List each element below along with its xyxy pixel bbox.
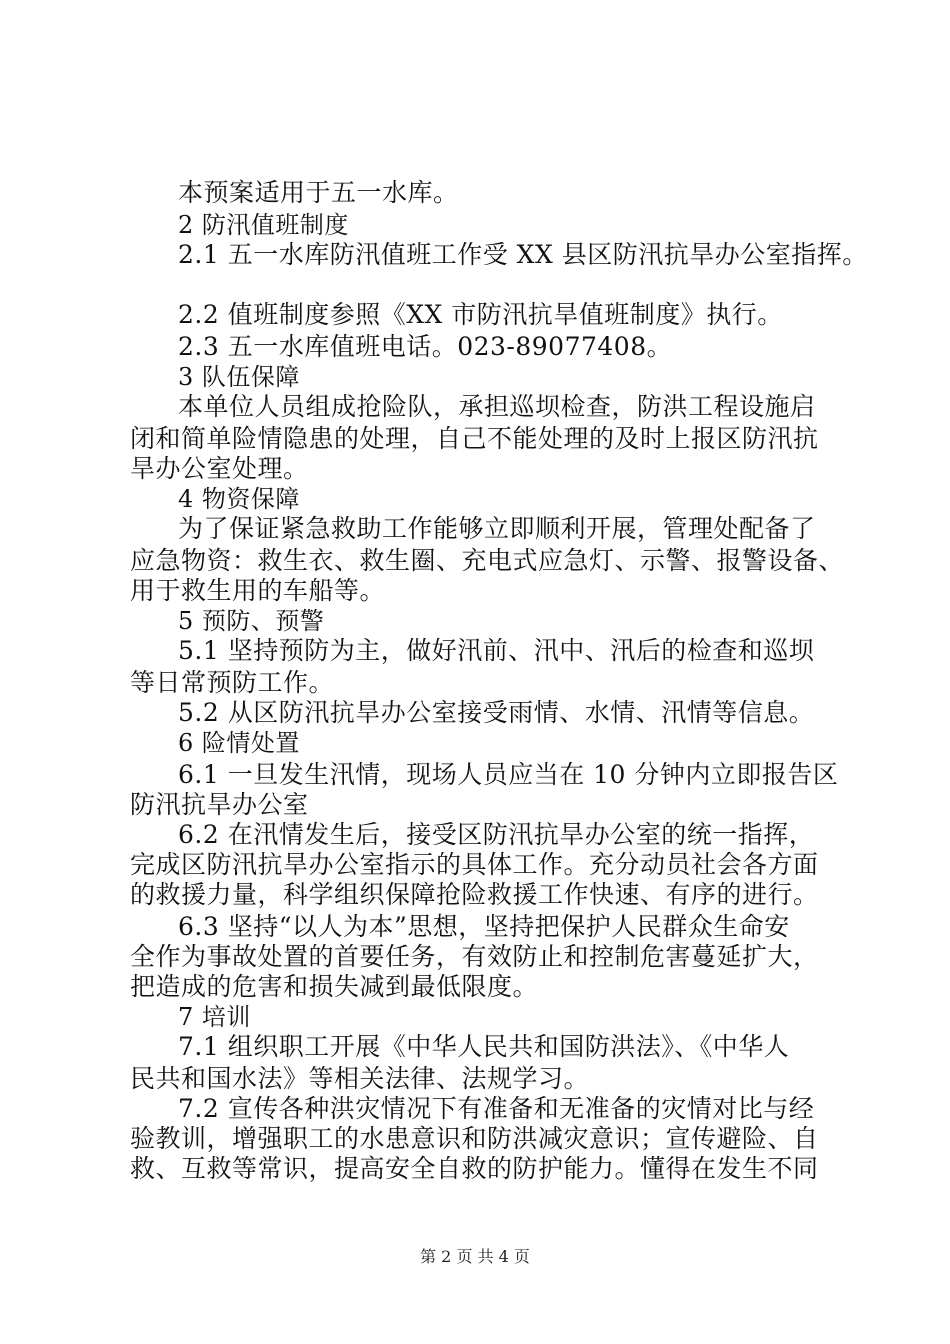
body-line: 救、互救等常识，提高安全自救的防护能力。懂得在发生不同: [130, 1154, 819, 1183]
body-line: 2.1 五一水库防汛值班工作受 XX 县区防汛抗旱办公室指挥。: [178, 240, 868, 269]
body-line: 2.3 五一水库值班电话。023-89077408。: [178, 332, 673, 361]
body-line: 闭和简单险情隐患的处理，自己不能处理的及时上报区防汛抗: [130, 424, 819, 453]
page-number-footer: 第 2 页 共 4 页: [420, 1247, 530, 1266]
body-line: 7.2 宣传各种洪灾情况下有准备和无准备的灾情对比与经: [178, 1094, 815, 1123]
body-line: 完成区防汛抗旱办公室指示的具体工作。充分动员社会各方面: [130, 850, 819, 879]
section-heading: 3 队伍保障: [178, 363, 300, 391]
body-line: 5.1 坚持预防为主，做好汛前、汛中、汛后的检查和巡坝: [178, 636, 815, 665]
body-line: 本单位人员组成抢险队，承担巡坝检查，防洪工程设施启: [178, 392, 816, 421]
body-line: 等日常预防工作。: [130, 668, 335, 697]
section-heading: 5 预防、预警: [178, 607, 325, 635]
body-line: 验教训，增强职工的水患意识和防洪减灾意识；宣传避险、自: [130, 1124, 819, 1153]
body-line: 把造成的危害和损失减到最低限度。: [130, 972, 539, 1001]
body-line: 6.2 在汛情发生后，接受区防汛抗旱办公室的统一指挥，: [178, 820, 815, 849]
body-line: 防汛抗旱办公室: [130, 790, 309, 819]
body-line: 为了保证紧急救助工作能够立即顺利开展，管理处配备了: [178, 514, 816, 543]
section-heading: 4 物资保障: [178, 485, 300, 513]
body-line: 全作为事故处置的首要任务，有效防止和控制危害蔓延扩大，: [130, 942, 819, 971]
section-heading: 7 培训: [178, 1003, 251, 1031]
body-line: 6.1 一旦发生汛情，现场人员应当在 10 分钟内立即报告区: [178, 760, 839, 789]
body-line: 7.1 组织职工开展《中华人民共和国防洪法》、《中华人: [178, 1032, 790, 1061]
body-line: 本预案适用于五一水库。: [178, 178, 459, 207]
body-line: 2.2 值班制度参照《XX 市防汛抗旱值班制度》执行。: [178, 300, 783, 329]
body-line: 应急物资：救生衣、救生圈、充电式应急灯、示警、报警设备、: [130, 546, 845, 575]
body-line: 用于救生用的车船等。: [130, 576, 386, 605]
section-heading: 2 防汛值班制度: [178, 211, 349, 239]
body-line: 6.3 坚持“以人为本”思想，坚持把保护人民群众生命安: [178, 912, 790, 941]
body-line: 旱办公室处理。: [130, 454, 309, 483]
section-heading: 6 险情处置: [178, 729, 300, 757]
body-line: 民共和国水法》等相关法律、法规学习。: [130, 1064, 590, 1093]
body-line: 的救援力量，科学组织保障抢险救援工作快速、有序的进行。: [130, 880, 819, 909]
body-line: 5.2 从区防汛抗旱办公室接受雨情、水情、汛情等信息。: [178, 698, 815, 727]
